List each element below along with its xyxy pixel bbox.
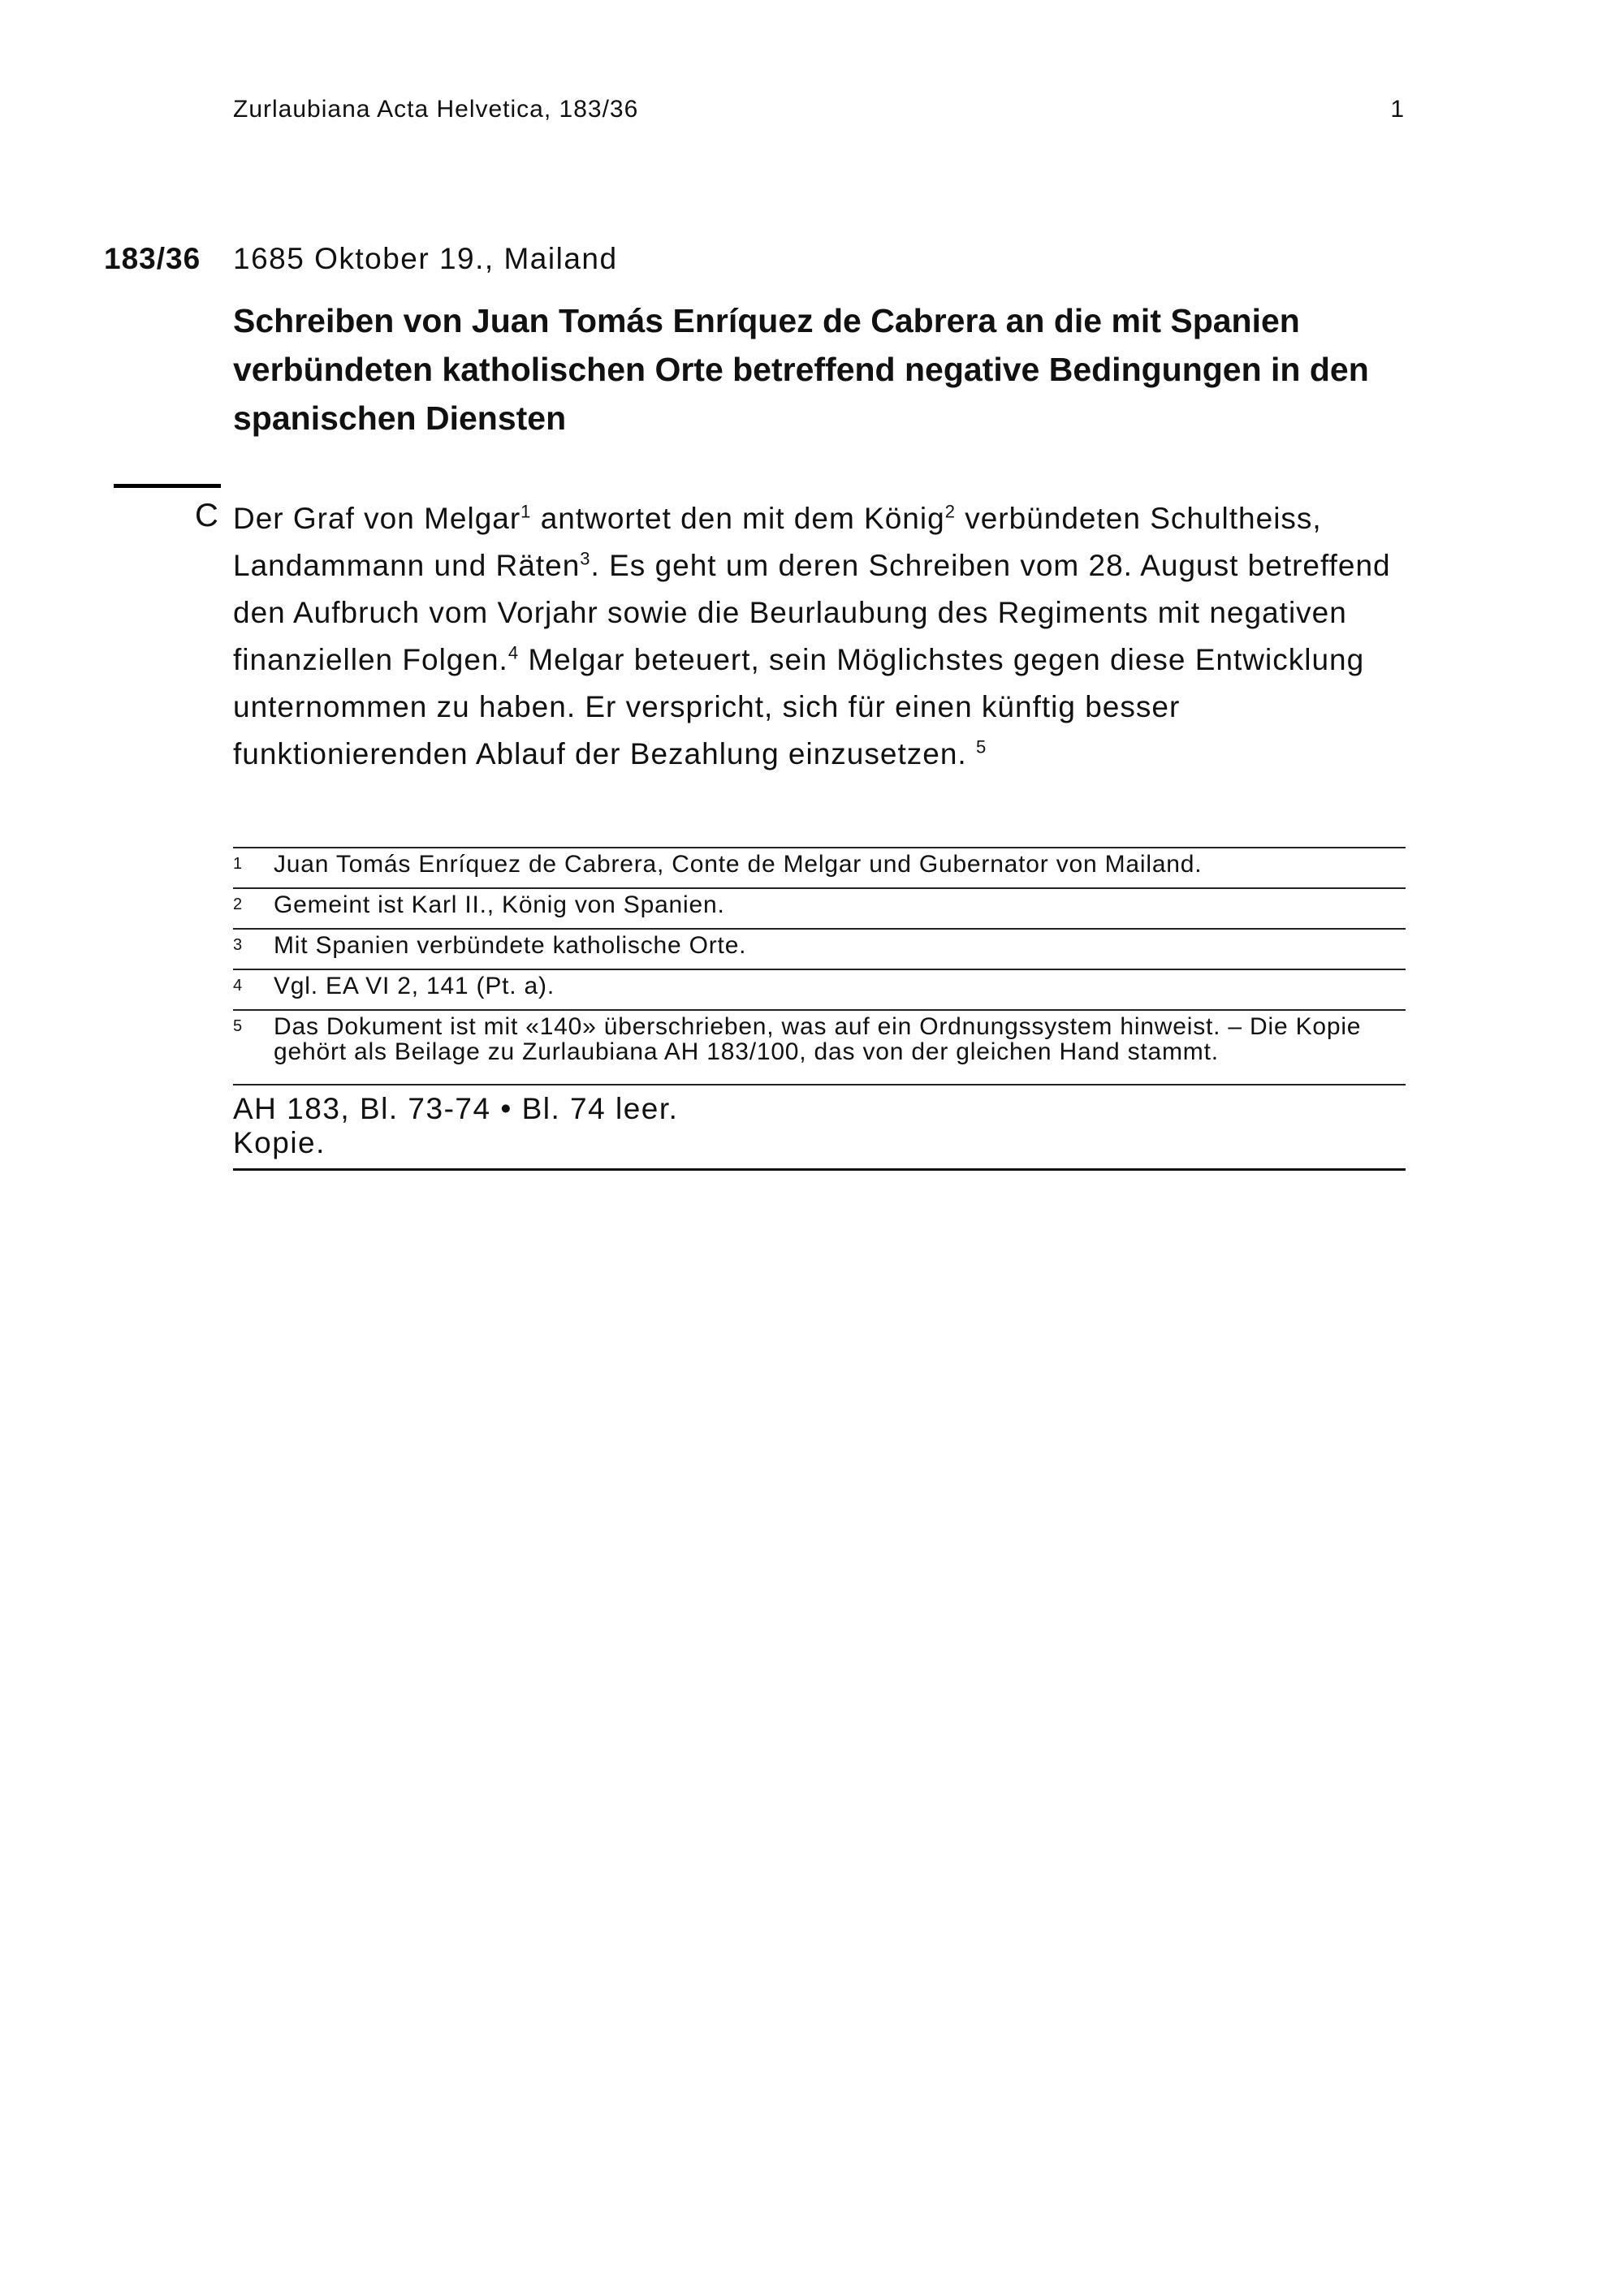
footnote-number: 5 xyxy=(233,1017,243,1035)
regest-segment: Melgar beteuert, sein Möglichstes gegen diese Entwicklung unternommen zu haben. Er verspricht, sich für einen künftig besser funktionierenden Ablauf der Bezahlung einzusetzen. xyxy=(233,643,1365,770)
section-rule xyxy=(114,484,221,488)
footnote-ref[interactable]: 2 xyxy=(944,501,956,522)
footnote-item xyxy=(233,887,1406,928)
transmission-siglum: C xyxy=(195,498,218,533)
footnote-item xyxy=(233,969,1406,1009)
transmission-type: Kopie. xyxy=(233,1126,326,1159)
footnote-text: Juan Tomás Enríquez de Cabrera, Conte de Melgar und Gubernator von Mailand. xyxy=(274,851,1203,878)
regest-segment: . Es geht um deren Schreiben vom 28. August betreffend den Aufbruch vom Vorjahr sowie die Beurlaubung des Regiments mit negativen finanziellen Folgen. xyxy=(233,549,1391,676)
footnote-text: Gemeint ist Karl II., König von Spanien. xyxy=(274,891,725,918)
footnote-list xyxy=(233,847,1406,1069)
regest-segment: verbündeten Schultheiss, Landammann und Räten xyxy=(233,502,1322,582)
footnote-ref[interactable]: 5 xyxy=(975,736,987,757)
source-block xyxy=(233,1084,1406,1171)
footnote-text: Das Dokument ist mit «140» überschrieben, was auf ein Ordnungssystem hinweist. – Die Kopie gehört als Beilage zu Zurlaubiana AH 183/100, das von der gleichen Hand stammt. xyxy=(274,1013,1362,1065)
footnote-item xyxy=(233,1009,1406,1069)
page-number: 1 xyxy=(1390,96,1405,123)
footnote-number: 4 xyxy=(233,977,243,995)
footnote-ref[interactable]: 3 xyxy=(580,548,591,569)
document-title: Schreiben von Juan Tomás Enríquez de Cabrera an die mit Spanien verbündeten katholischen Orte betreffend negative Bedingungen in den spanischen Diensten xyxy=(233,302,1369,437)
footnote-ref[interactable]: 1 xyxy=(520,501,532,522)
document-date-place: 1685 Oktober 19., Mailand xyxy=(233,242,618,275)
regest-segment: Der Graf von Melgar xyxy=(233,502,521,535)
regest-text xyxy=(233,495,1402,778)
footnote-item xyxy=(233,847,1406,887)
document-number: 183/36 xyxy=(104,242,201,275)
footnote-number: 1 xyxy=(233,855,243,873)
regest-segment: antwortet den mit dem König xyxy=(531,502,945,535)
running-head xyxy=(233,96,1405,123)
footnote-item xyxy=(233,928,1406,969)
footnote-ref[interactable]: 4 xyxy=(508,642,520,663)
footnote-number: 3 xyxy=(233,936,243,954)
footnote-text: Vgl. EA VI 2, 141 (Pt. a). xyxy=(274,973,555,999)
footnote-number: 2 xyxy=(233,896,243,913)
archive-signature: AH 183, Bl. 73-74 • Bl. 74 leer. xyxy=(233,1092,679,1125)
footnote-text: Mit Spanien verbündete katholische Orte. xyxy=(274,932,747,959)
running-title: Zurlaubiana Acta Helvetica, 183/36 xyxy=(233,96,639,123)
